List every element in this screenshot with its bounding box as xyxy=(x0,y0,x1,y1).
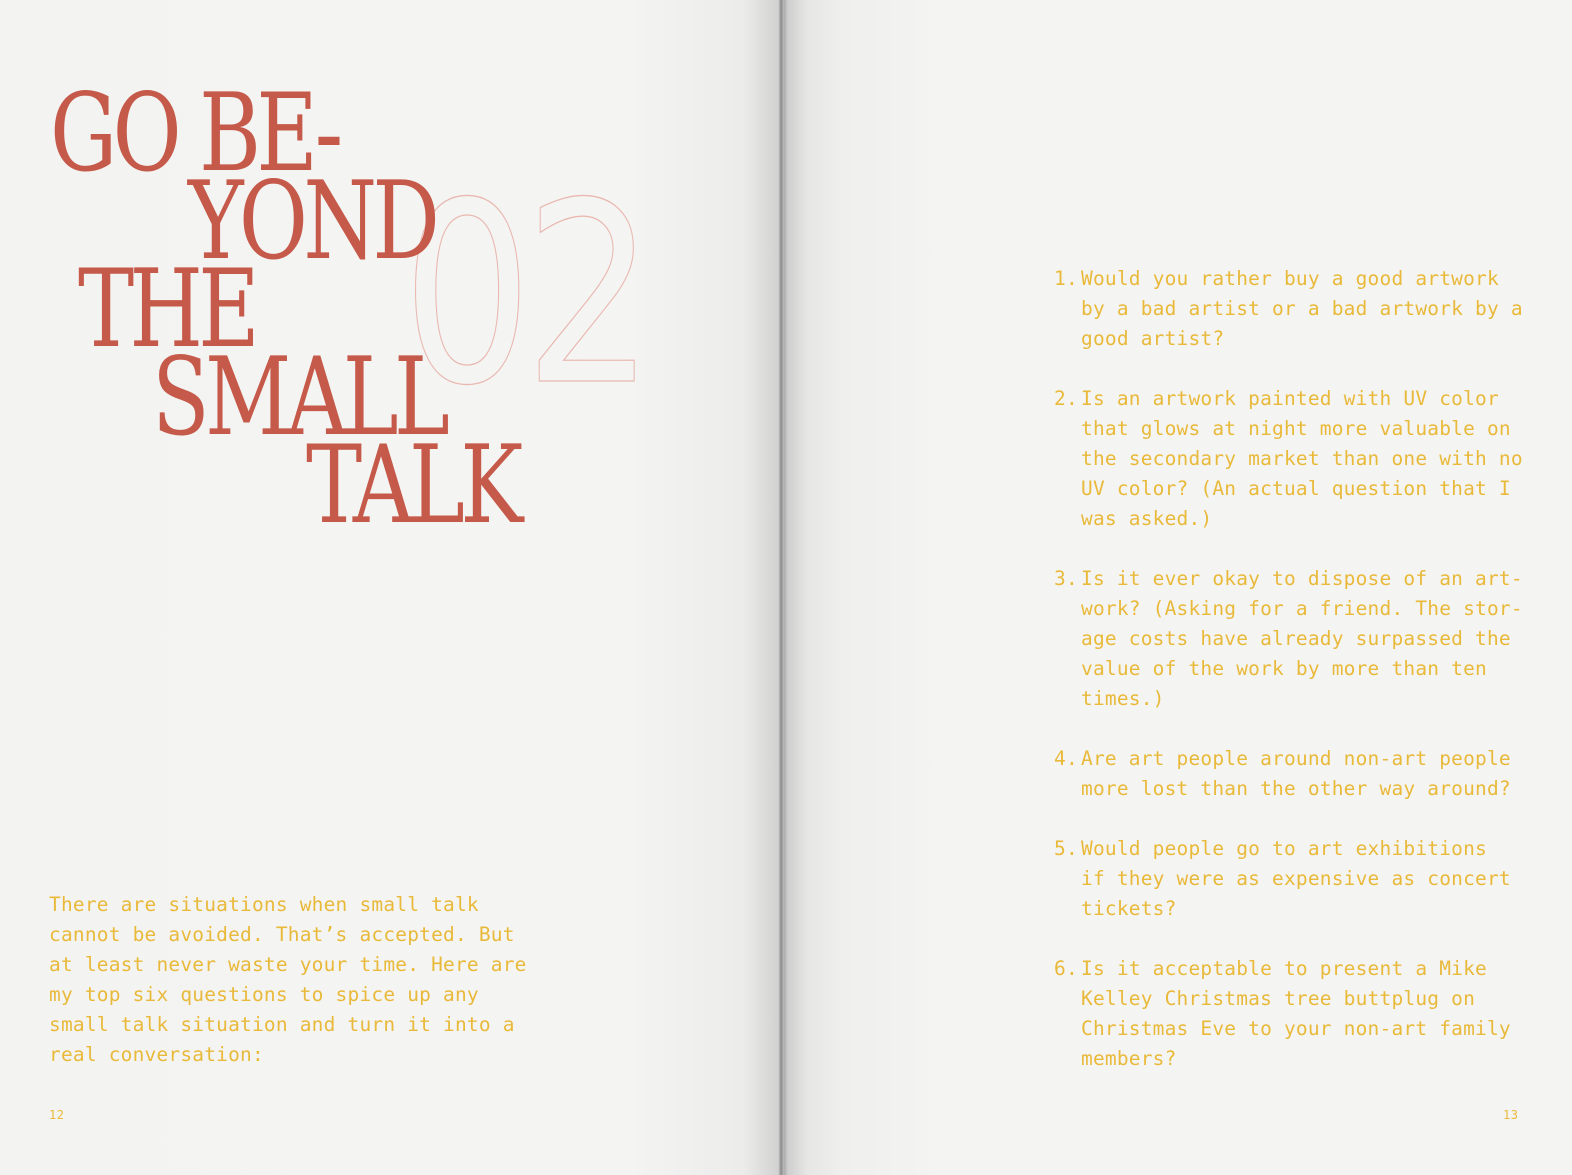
question-line: Kelley Christmas tree buttplug on xyxy=(1081,987,1476,1010)
headline-line: GO BE- xyxy=(50,71,339,196)
question-line: tickets? xyxy=(1081,897,1177,920)
question-line: the secondary market than one with no xyxy=(1081,447,1523,470)
question-line: Would you rather buy a good artwork xyxy=(1081,267,1499,290)
question-item xyxy=(1054,744,1554,804)
question-line: value of the work by more than ten xyxy=(1081,657,1487,680)
headline-line: TALK xyxy=(306,423,519,548)
question-line: good artist? xyxy=(1081,327,1225,350)
page-number-right: 13 xyxy=(1503,1108,1519,1122)
question-line: more lost than the other way around? xyxy=(1081,777,1511,800)
question-line: times.) xyxy=(1081,687,1165,710)
headline-line: SMALL xyxy=(152,335,446,460)
question-line: Is it acceptable to present a Mike xyxy=(1081,957,1487,980)
chapter-headline xyxy=(0,0,782,600)
page-number-left: 12 xyxy=(49,1108,65,1122)
question-line: Are art people around non-art people xyxy=(1081,747,1511,770)
question-line: Is it ever okay to dispose of an art- xyxy=(1081,567,1523,590)
question-line: by a bad artist or a bad artwork by a xyxy=(1081,297,1523,320)
question-line: Is an artwork painted with UV color xyxy=(1081,387,1499,410)
question-item xyxy=(1054,834,1554,924)
headline-line: THE xyxy=(78,247,256,372)
question-number: 3. xyxy=(1054,567,1078,590)
intro-line: small talk situation and turn it into a xyxy=(49,1013,515,1036)
question-number: 2. xyxy=(1054,387,1078,410)
question-item xyxy=(1054,264,1554,354)
intro-line: real conversation: xyxy=(49,1043,264,1066)
chapter-number: 02 xyxy=(402,149,647,440)
intro-paragraph xyxy=(49,890,529,1070)
headline-line: YOND xyxy=(188,159,436,284)
question-number: 1. xyxy=(1054,267,1078,290)
question-line: that glows at night more valuable on xyxy=(1081,417,1511,440)
intro-line: There are situations when small talk xyxy=(49,893,479,916)
question-line: Would people go to art exhibitions xyxy=(1081,837,1487,860)
question-line: members? xyxy=(1081,1047,1177,1070)
question-number: 6. xyxy=(1054,957,1078,980)
intro-line: cannot be avoided. That’s accepted. But xyxy=(49,923,515,946)
intro-line: at least never waste your time. Here are xyxy=(49,953,527,976)
question-list xyxy=(1054,264,1554,1104)
question-item xyxy=(1054,954,1554,1074)
question-line: work? (Asking for a friend. The stor- xyxy=(1081,597,1523,620)
question-line: if they were as expensive as concert xyxy=(1081,867,1511,890)
question-line: UV color? (An actual question that I xyxy=(1081,477,1511,500)
left-page xyxy=(0,0,782,1175)
book-gutter xyxy=(778,0,784,1175)
question-number: 5. xyxy=(1054,837,1078,860)
intro-line: my top six questions to spice up any xyxy=(49,983,479,1006)
question-number: 4. xyxy=(1054,747,1078,770)
question-line: was asked.) xyxy=(1081,507,1213,530)
question-line: Christmas Eve to your non-art family xyxy=(1081,1017,1511,1040)
question-item xyxy=(1054,564,1554,714)
question-line: age costs have already surpassed the xyxy=(1081,627,1511,650)
question-item xyxy=(1054,384,1554,534)
